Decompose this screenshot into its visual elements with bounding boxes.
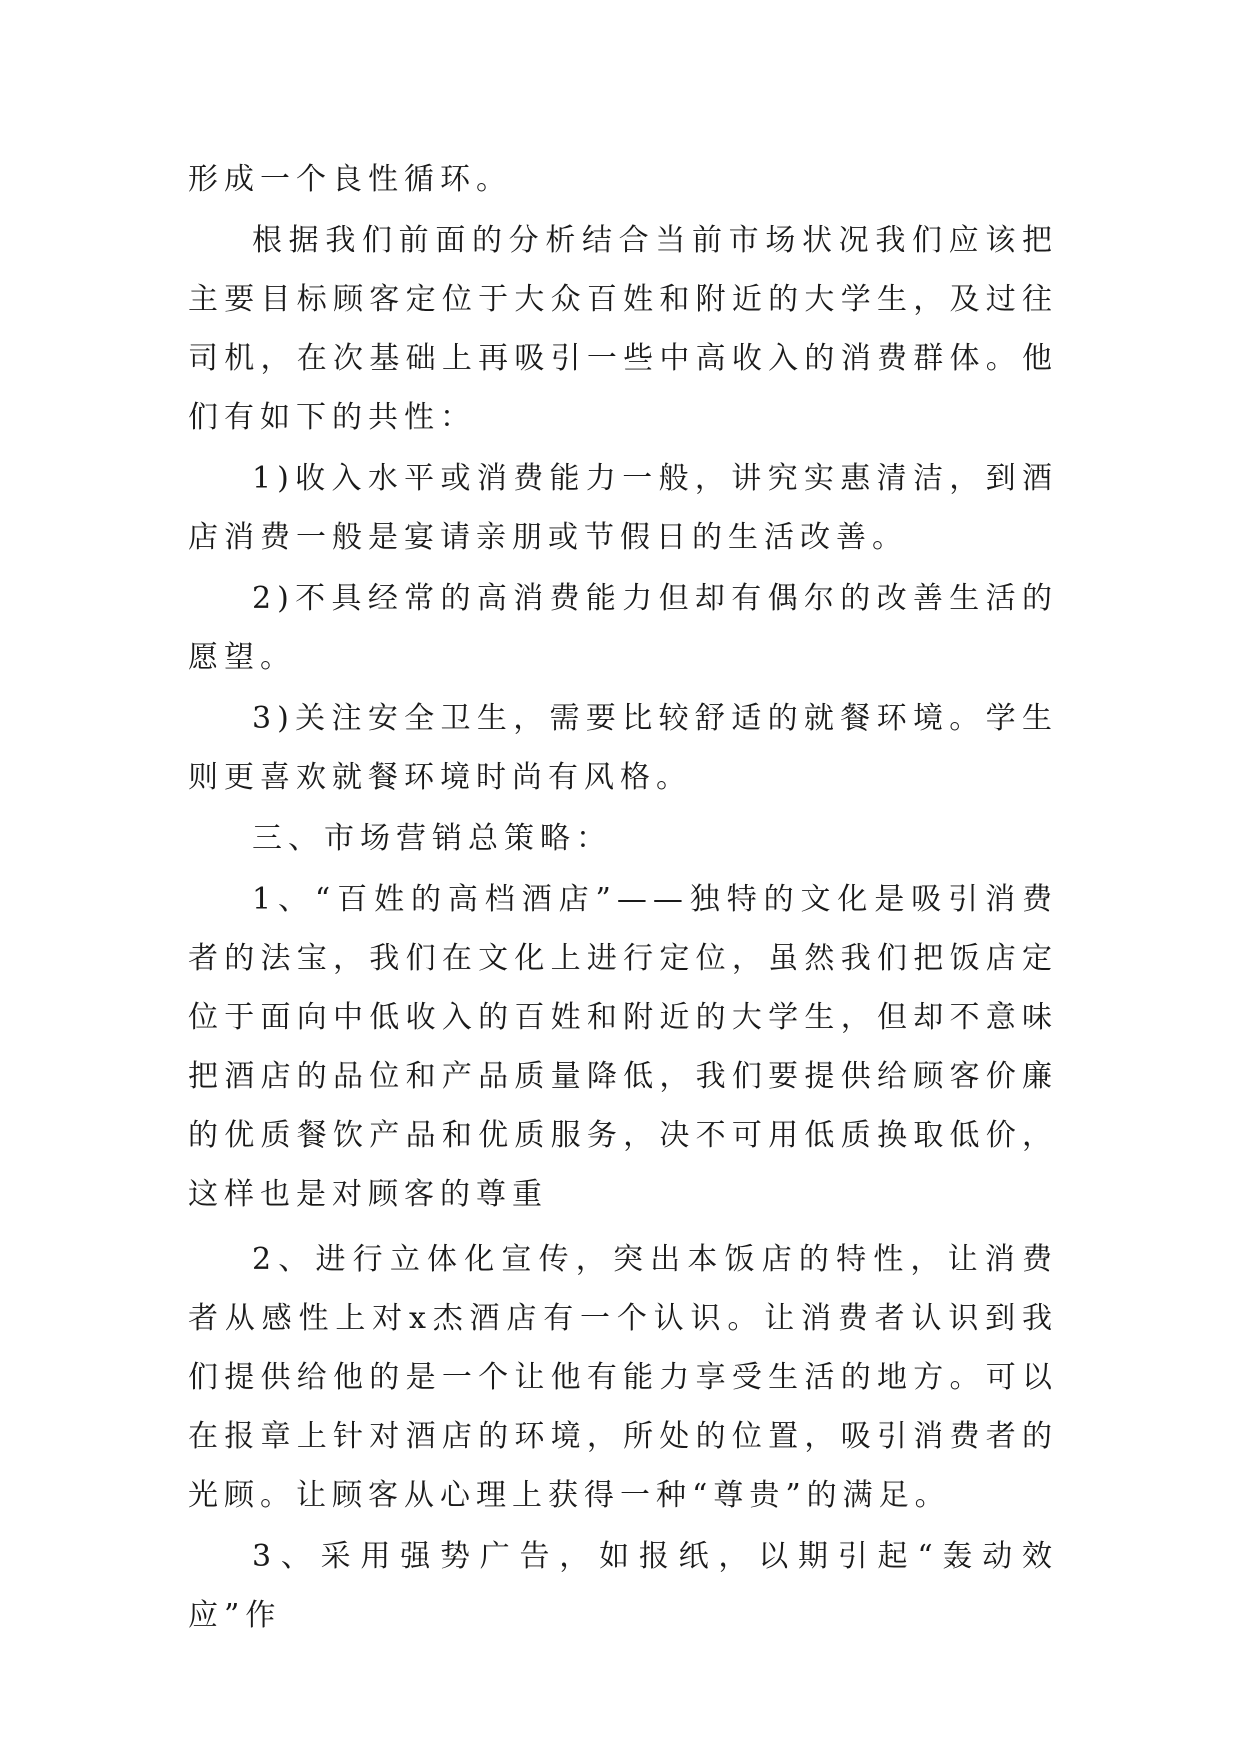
strategy-item-1: 1、“百姓的高档酒店”——独特的文化是吸引消费者的法宝，我们在文化上进行定位，虽然我们把饭店定位于面向中低收入的百姓和附近的大学生，但却不意味把酒店的品位和产品质量降低，我们要提供给顾客价廉的优质餐饮产品和优质服务，决不可用低质换取低价，这样也是对顾客的尊重 [188, 882, 1058, 1212]
section-heading: 三、市场营销总策略： [252, 821, 612, 856]
list-item-1: 1)收入水平或消费能力一般，讲究实惠清洁，到酒店消费一般是宴请亲朋或节假日的生活改善。 [188, 461, 1058, 555]
paragraph-continuation: 形成一个良性循环。 [188, 162, 512, 197]
paragraph-target-customers: 根据我们前面的分析结合当前市场状况我们应该把主要目标顾客定位于大众百姓和附近的大学生，及过往司机，在次基础上再吸引一些中高收入的消费群体。他们有如下的共性： [188, 223, 1058, 435]
list-item-2: 2)不具经常的高消费能力但却有偶尔的改善生活的愿望。 [188, 581, 1058, 675]
list-item-3: 3)关注安全卫生，需要比较舒适的就餐环境。学生则更喜欢就餐环境时尚有风格。 [188, 701, 1058, 795]
document-body [188, 150, 1058, 1645]
strategy-item-3: 3、采用强势广告，如报纸，以期引起“轰动效应”作 [188, 1539, 1058, 1633]
strategy-item-2: 2、进行立体化宣传，突出本饭店的特性，让消费者从感性上对x杰酒店有一个认识。让消费者认识到我们提供给他的是一个让他有能力享受生活的地方。可以在报章上针对酒店的环境，所处的位置，吸引消费者的光顾。让顾客从心理上获得一种“尊贵”的满足。 [188, 1242, 1058, 1513]
